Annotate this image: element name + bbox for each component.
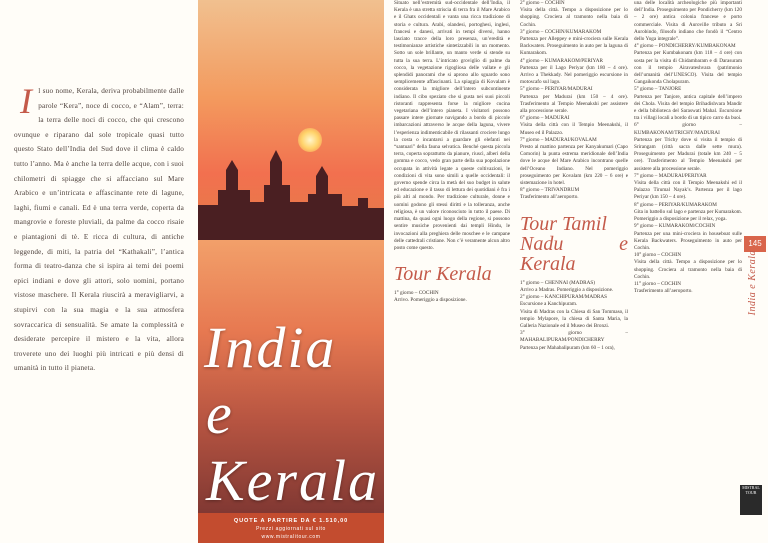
tour-kerala-days: 2° giorno – COCHIN Visita della città. Tempo a disposizione per lo shopping. Crociera al tramonto nella baia di Cochin. 3° giorno – COCHIN/KUMARAKOM Partenza per Alleppey e mini-crociera sulle Kerala Backwaters. Proseguimento in auto per la laguna di Kumarakom. 4° giorno – KUMARAKOM/PERIYAR Partenza per il Lago Periyar (km 180 – 4 ore). Arrivo a Thekkady. Nel pomeriggio escursione in motoscafo sul lago. 5° giorno – PERIYAR/MADURAI Partenza per Madurai (km 150 – 4 ore). Trasferimento al Tempio Meenakshi per assistere alla processione serale. 6° giorno – MADURAI Visita della città con il Tempio Meenakshi, il Museo ed il Palazzo. 7° giorno – MADURAI/KOVALAM Presto al mattino partenza per Kanyakumari (Capo Comorin) la punta estrema meridionale dell’India dove le acque del Mare Arabico incontrano quelle dell’Oceano Indiano. Nel pomeriggio proseguimento per Kovalam (km 220 – 6 ore) e sistemazione in hotel. 8° giorno – TRIVANDRUM Trasferimento all’aeroporto. <box>520 0 628 201</box>
page-number: 145 <box>744 236 766 252</box>
tour-kerala-day1: 1° giorno – COCHIN Arrivo. Pomeriggio a disposizione. <box>394 290 467 304</box>
intro-text <box>14 81 184 376</box>
tour-tamil-days-continued: una delle località archeologiche più importanti dell’India. Proseguimento per Pondicherry (km 120 – 2 ore) antica colonia francese e porto commerciale. Visita di Auroville tributo a Sri Aurobindo, filosofo indiano che fondò il “Centro dello Yoga integrale”. 4° giorno – PONDICHERRY/KUMBAKONAM Partenza per Kumbakonam (km 118 – 4 ore) con sosta per la visita di Chidambaram e di Darasuram con il tempio Airavateshvara (patrimonio dell’umanità dell’UNESCO). Visita del tempio Gangaikonda Cholapuram. 5° giorno – TANJORE Partenza per Tanjore, antica capitale dell’impero dei Chola. Visita del tempio Brihadishvara Mandir e della biblioteca del Saraswati Mahal. Escursione tra i villagi locali a bordo di un tipico carro da buoi. 6° giorno – KUMBAKONAM/TRICHY/MADURAI Partenza per Trichy dove si visita il tempio di Srirangam (città sacra dalle sette mura). Proseguimento per Madurai (totale km 240 – 5 ore). Trasferimento al Tempio Meenakshi per assistere alla processione serale. 7° giorno – MADURAI/PERIYAR Visita della città con il Tempio Meenakshi ed il Palazzo Tirumal Nayak’s. Partenza per il lago Periyar (km 150 – 4 ore). 8° giorno – PERIYAR/KUMARAKOM Gita in battello sul lago e partenza per Kumarakom. Pomeriggio a disposizione per il relax, yoga. 9° giorno – KUMARAKOM/COCHIN Partenza per una mini-crociera in houseboat sulle Kerala Backwaters. Proseguimento in auto per Cochin. 10° giorno – COCHIN Visita della città. Tempo a disposizione per lo shopping. Crociera al tramonto nella baia di Cochin. 11° giorno – COCHIN Trasferimento all’aeroporto. <box>634 0 742 295</box>
tour-tamil-title-line1: Tour Tamil <box>520 212 607 235</box>
dropcap: I <box>20 81 33 121</box>
price-line: QUOTE A PARTIRE DA € 1.510,00 <box>233 518 349 524</box>
photo-title-kerala: e Kerala <box>206 381 380 513</box>
tour-tamil-title-line2: Nadu e Kerala <box>520 232 628 275</box>
intro-paragraph: l suo nome, Kerala, deriva probabilmente dalle parole “Kera”, noce di cocco, e “Alam”, terra: la terra delle noci di cocco, che qui crescono ovunque e riparano dal sole tropicale quasi tutto questo Stato dell’India del Sud dove il clima è caldo tutto l’anno. Ma è anche la terra delle acque, con i suoi chilometri di spiagge che si affacciano sul Mare Arabico e un’intricata e affascinante rete di lagune, laghi, fiumi e canali. Ed è una terra verde, coperta da mangrovie e foreste pluviali, da palme da cocco risaie e piantagioni di tè. E ricca di cultura, di antiche leggende, di miti, la patria del “Kathakali”, l’antica forma di teatro-danza che si ispira ai temi dei poemi epici indiani e dove gli attori, solo uomini, portano vistose maschere. Il Kerala riuscirà a meravigliarvi, a stupirvi con la sua magia e la sua atmosfera sovraccarica di sensualità. Se amate la complessità e desiderate percepire il mistero e la vita, allora troverete uno dei luoghi più intricati e più densi di umanità in tutto il pianeta. <box>14 87 184 373</box>
column-1-text: Situato nell’estremità sud-occidentale dell’India, il Kerala è una stretta striscia di terra fra il Mare Arabico e il Ghats occidentali e vanta una ricca tradizione di storia e cultura. Arabi, olandesi, portoghesi, inglesi, francesi e danesi, arrivati in tempi diversi, hanno lasciato tracce della loro presenza, un’eredità e testimonianze artistiche sintetizzabili in un momento. Sotto un sole brillante, un manto verde si stende su tutta la sua terra. L’intricato groviglio di palme da cocco, la vegetazione rigogliosa delle vallate e gli splendidi panorami che si aprono allo sguardo sono semplicemente affascinanti. La spiaggia di Kovalam è considerata la migliore dell’intero subcontinente indiano. Il cibo speziato che si gusta nei suoi piccoli ristoranti rappresenta forse la migliore cucina vegetariana dell’intero pianeta. I visitatori possono passare intere giornate navigando a bordo di piccole imbarcazioni attraverso le acque della laguna, vivere l’esperienza indimenticabile di rilassanti crociere lungo la costa o incantarsi a guardare gli elefanti nei “santuari” della fauna selvatica. Benché questa piccola terra, coperta soprattutto da pianure, riuscì, alberi della gomma e cocco, vedo gran parte della sua popolazione occupata in attività legate a queste coltivazioni, le condizioni di vita sono simili a quelle occidentali: il governo spende circa la metà del suo budget in salute ed educazione e il tasso di lettura dei quotidiani è fra i più alti al mondo. Per tradizione culturale, donne e uomini godono gli stessi diritti e la tolleranza, anche religiosa, è un valore riconosciuto in tutto il paese. Di mattina, da quasi ogni luogo della regione, si possono sentire musiche provenienti dai templi Hindu, le invocazioni alla preghiera delle moschee e le campane delle cattedrali cristiane. Non c’è veramente alcun altro posto come questo. <box>394 0 510 251</box>
running-head: India e Kerala <box>747 250 758 316</box>
column-3 <box>634 0 742 295</box>
column-2 <box>520 0 628 352</box>
sun <box>298 128 322 152</box>
right-page <box>384 0 768 543</box>
tour-tamil-title <box>520 214 628 274</box>
price-note: Prezzi aggiornati sul sito <box>256 526 326 532</box>
column-1 <box>394 0 510 305</box>
sunset-temple-photo <box>198 0 384 543</box>
tour-kerala-title: Tour Kerala <box>394 263 492 286</box>
photo-title-india: India <box>204 315 337 380</box>
price-box <box>198 513 384 543</box>
mistral-tour-logo: MISTRAL TOUR <box>740 485 762 515</box>
temple-silhouette <box>198 150 384 240</box>
tour-tamil-days-start: 1° giorno – CHENNAI (MADRAS) Arrivo a Madras. Pomeriggio a disposizione. 2° giorno – KANCHIPURAM/MADRAS Escursione a Kanchipuram. Visita di Madras con la Chiesa di San Tommaso, il tempio Mylapore, la chiesa di Santa Maria, la Galleria Nazionale ed il Museo dei Bronzi. 3° giorno – MAHABALIPURAM/PONDICHERRY Partenza per Mahabalipuram (km 60 – 1 ora), <box>520 279 628 351</box>
website: www.mistralitour.com <box>261 534 321 540</box>
